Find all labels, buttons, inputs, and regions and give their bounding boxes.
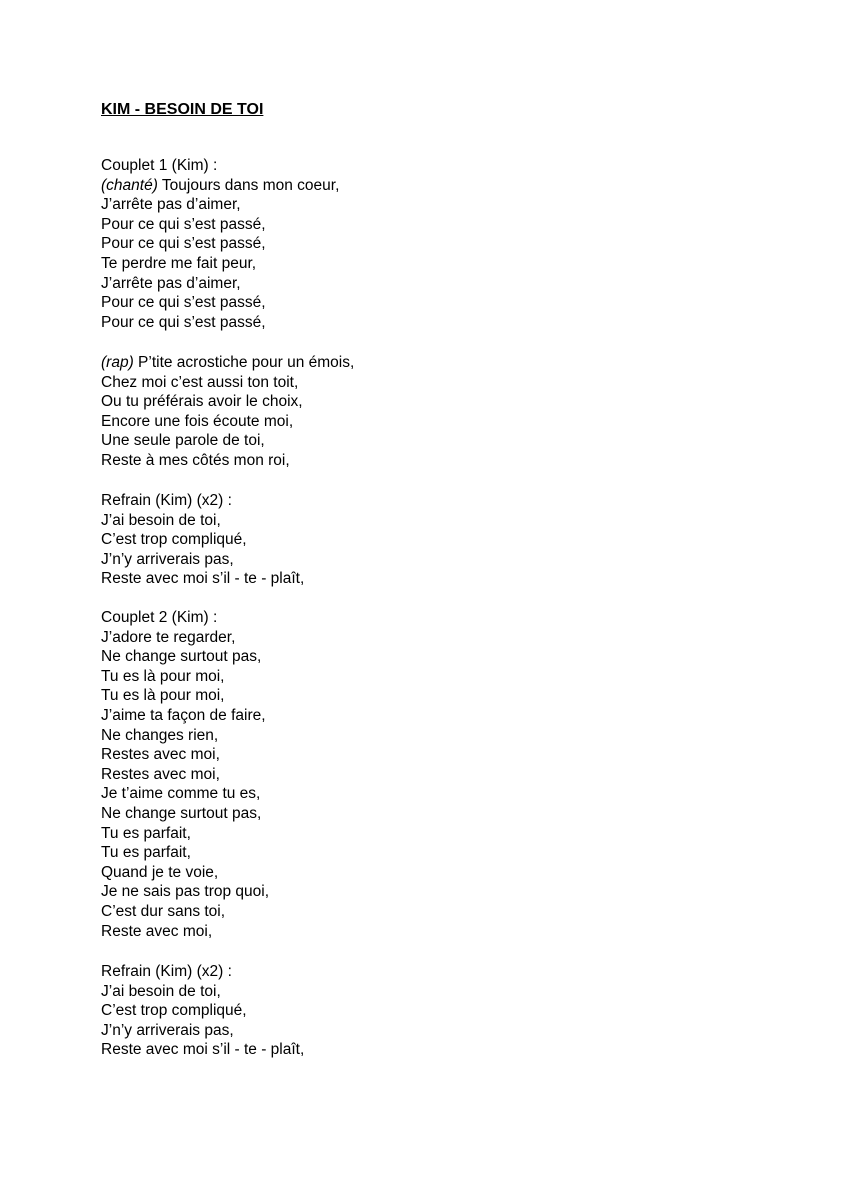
lyric-line: Pour ce qui s’est passé, [101,215,266,233]
lyric-line: Chez moi c’est aussi ton toit, [101,373,299,391]
rap-tag: (rap) [101,354,134,371]
couplet-2 [101,608,269,941]
couplet-1-first-text: Toujours dans mon coeur, [157,176,340,194]
lyric-line: J’aime ta façon de faire, [101,706,266,724]
song-title: KIM - BESOIN DE TOI [101,101,264,118]
rap-section [101,353,354,471]
lyric-line: Restes avec moi, [101,765,220,783]
couplet-1 [101,156,339,332]
couplet-1-heading: Couplet 1 (Kim) : [101,157,218,174]
lyric-line: Pour ce qui s’est passé, [101,235,266,253]
couplet-2-heading: Couplet 2 (Kim) : [101,609,218,626]
lyric-line: Tu es là pour moi, [101,687,225,705]
lyric-line: Ne change surtout pas, [101,648,262,666]
lyric-line: Ou tu préférais avoir le choix, [101,393,303,411]
lyric-line: Reste avec moi s’il - te - plaît, [101,1041,305,1059]
refrain-1 [101,491,304,589]
lyric-line: J’n’y arriverais pas, [101,550,234,568]
lyric-line: Restes avec moi, [101,746,220,764]
lyric-line: J’arrête pas d’aimer, [101,196,241,214]
lyric-line: Tu es parfait, [101,824,191,842]
lyric-line: Ne change surtout pas, [101,804,262,822]
lyric-line: Tu es là pour moi, [101,667,225,685]
lyric-line: Je ne sais pas trop quoi, [101,883,270,901]
lyric-line: Te perdre me fait peur, [101,254,257,272]
lyric-line: J’arrête pas d’aimer, [101,274,241,292]
couplet-1-first-line [101,176,339,196]
lyric-line: J’ai besoin de toi, [101,511,221,529]
lyric-line: Une seule parole de toi, [101,432,265,450]
refrain-2-heading: Refrain (Kim) (x2) : [101,963,232,980]
lyric-line: J’ai besoin de toi, [101,982,221,1000]
lyric-line: J’n’y arriverais pas, [101,1021,234,1039]
lyric-line: C’est trop compliqué, [101,1002,247,1020]
lyric-line: Encore une fois écoute moi, [101,412,294,430]
lyric-line: Reste à mes côtés mon roi, [101,451,290,469]
refrain-1-heading: Refrain (Kim) (x2) : [101,492,232,509]
lyric-line: Pour ce qui s’est passé, [101,313,266,331]
lyric-line: Reste avec moi s’il - te - plaît, [101,570,305,588]
lyric-line: C’est dur sans toi, [101,902,226,920]
lyric-line: Pour ce qui s’est passé, [101,294,266,312]
lyric-line: C’est trop compliqué, [101,531,247,549]
lyric-line: Je t’aime comme tu es, [101,785,261,803]
lyric-line: Reste avec moi, [101,922,213,940]
rap-first-line [101,353,354,373]
lyric-line: J’adore te regarder, [101,628,236,646]
lyric-line: Quand je te voie, [101,863,219,881]
lyric-line: Tu es parfait, [101,844,191,862]
lyrics-page [101,100,801,1059]
rap-first-text: P’tite acrostiche pour un émois, [133,354,355,371]
refrain-2 [101,962,304,1060]
sung-tag: (chanté) [101,176,158,194]
lyric-line: Ne changes rien, [101,726,219,744]
